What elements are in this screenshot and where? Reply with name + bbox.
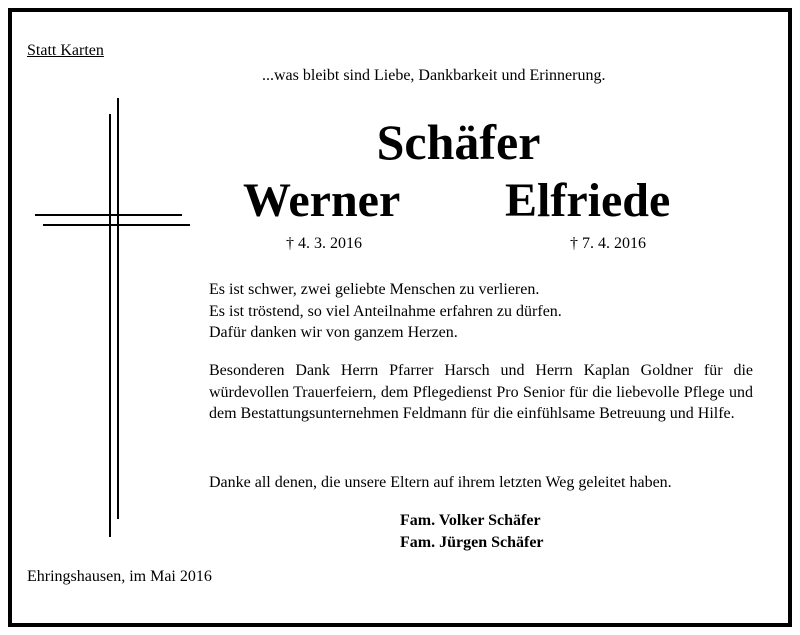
death-date-werner: † 4. 3. 2016: [286, 235, 362, 252]
signature-juergen: Fam. Jürgen Schäfer: [400, 534, 544, 551]
motto: ...was bleibt sind Liebe, Dankbarkeit und Erinnerung.: [262, 67, 606, 84]
paragraph-thanks: Besonderen Dank Herrn Pfarrer Harsch und Herrn Kaplan Goldner für die würdevollen Trauerfeiern, dem Pflegedienst Pro Senior für die liebevolle Pflege und dem Bestattungsunternehmen Feldmann für die einfühlsame Betreuung und Hilfe.: [209, 362, 753, 422]
given-name-werner: Werner: [243, 174, 401, 227]
paragraph-grief: [209, 279, 753, 344]
signature-volker: Fam. Volker Schäfer: [400, 512, 541, 529]
death-date-elfriede: † 7. 4. 2016: [570, 235, 646, 252]
header-label: Statt Karten: [27, 42, 104, 59]
given-name-elfriede: Elfriede: [505, 174, 671, 227]
paragraph-line: Dafür danken wir von ganzem Herzen.: [209, 324, 458, 341]
paragraph-line: Es ist tröstend, so viel Anteilnahme erfahren zu dürfen.: [209, 302, 562, 320]
paragraph-line: Es ist schwer, zwei geliebte Menschen zu verlieren.: [209, 281, 540, 298]
place-date-footer: Ehringshausen, im Mai 2016: [27, 568, 212, 585]
paragraph-closing: Danke all denen, die unsere Eltern auf ihrem letzten Weg geleitet haben.: [209, 474, 672, 491]
surname: Schäfer: [376, 114, 541, 170]
